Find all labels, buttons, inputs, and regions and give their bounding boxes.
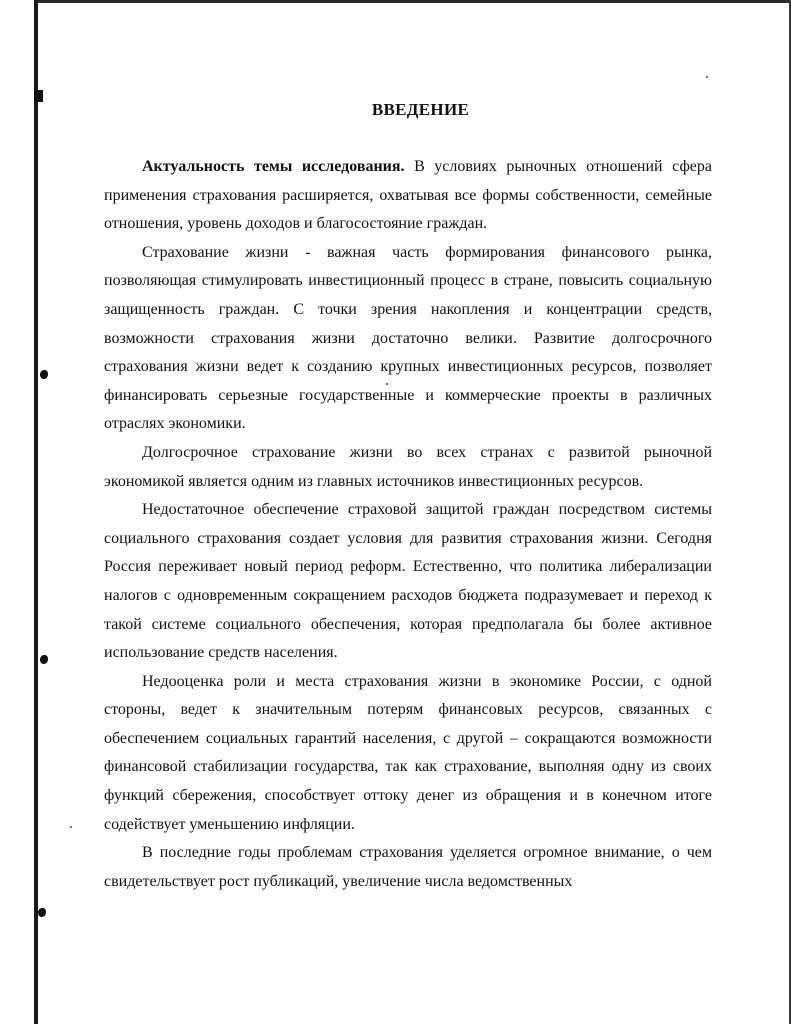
scan-left-edge xyxy=(34,0,38,1024)
paragraph xyxy=(104,153,712,239)
punch-hole-mark xyxy=(40,370,48,379)
scan-speck xyxy=(70,826,72,828)
scan-mark xyxy=(34,90,43,102)
punch-hole-mark xyxy=(38,908,46,917)
paragraph: Страхование жизни - важная часть формирования финансового рынка, позволяющая стимулировать инвестиционный процесс в стране, повысить социальную защищенность граждан. С точки зрения накопления и концентрации средств, возможности страхования жизни достаточно велики. Развитие долгосрочного страхования жизни ведет к созданию крупных инвестиционных ресурсов, позволяет финансировать серьезные государственные и коммерческие проекты в различных отраслях экономики. xyxy=(104,243,712,433)
document-body xyxy=(104,153,712,896)
scan-speck xyxy=(706,76,708,78)
page-title: ВВЕДЕНИЕ xyxy=(371,100,470,119)
punch-hole-mark xyxy=(40,655,48,664)
scan-top-edge xyxy=(34,0,791,3)
paragraph: Долгосрочное страхование жизни во всех странах с развитой рыночной экономикой является одним из главных источников инвестиционных ресурсов. xyxy=(104,443,712,490)
paragraph: Недостаточное обеспечение страховой защитой граждан посредством системы социального страхования создает условия для развития страхования жизни. Сегодня Россия переживает новый период реформ. Естественно, что политика либерализации налогов с одновременным сокращением расходов бюджета подразумевает и переход к такой системе социального обеспечения, которая предполагала бы более активное использование средств населения. xyxy=(104,501,712,662)
paragraph-text: В условиях рыночных отношений сфера применения страхования расширяется, охватывая все формы собственности, семейные отношения, уровень доходов и благосостояние граждан. xyxy=(104,158,713,233)
paragraph: Недооценка роли и места страхования жизни в экономике России, с одной стороны, ведет к значительным потерям финансовых ресурсов, связанных с обеспечением социальных гарантий населения, с другой – сокращаются возможности финансовой стабилизации государства, так как страхование, выполняя одну из своих функций сбережения, способствует оттоку денег из обращения и в конечном итоге содействует уменьшению инфляции. xyxy=(104,672,712,833)
paragraph: В последние годы проблемам страхования уделяется огромное внимание, о чем свидетельствует рост публикаций, увеличение числа ведомственных xyxy=(104,844,712,890)
paragraph-lead: Актуальность темы исследования. xyxy=(142,158,405,175)
